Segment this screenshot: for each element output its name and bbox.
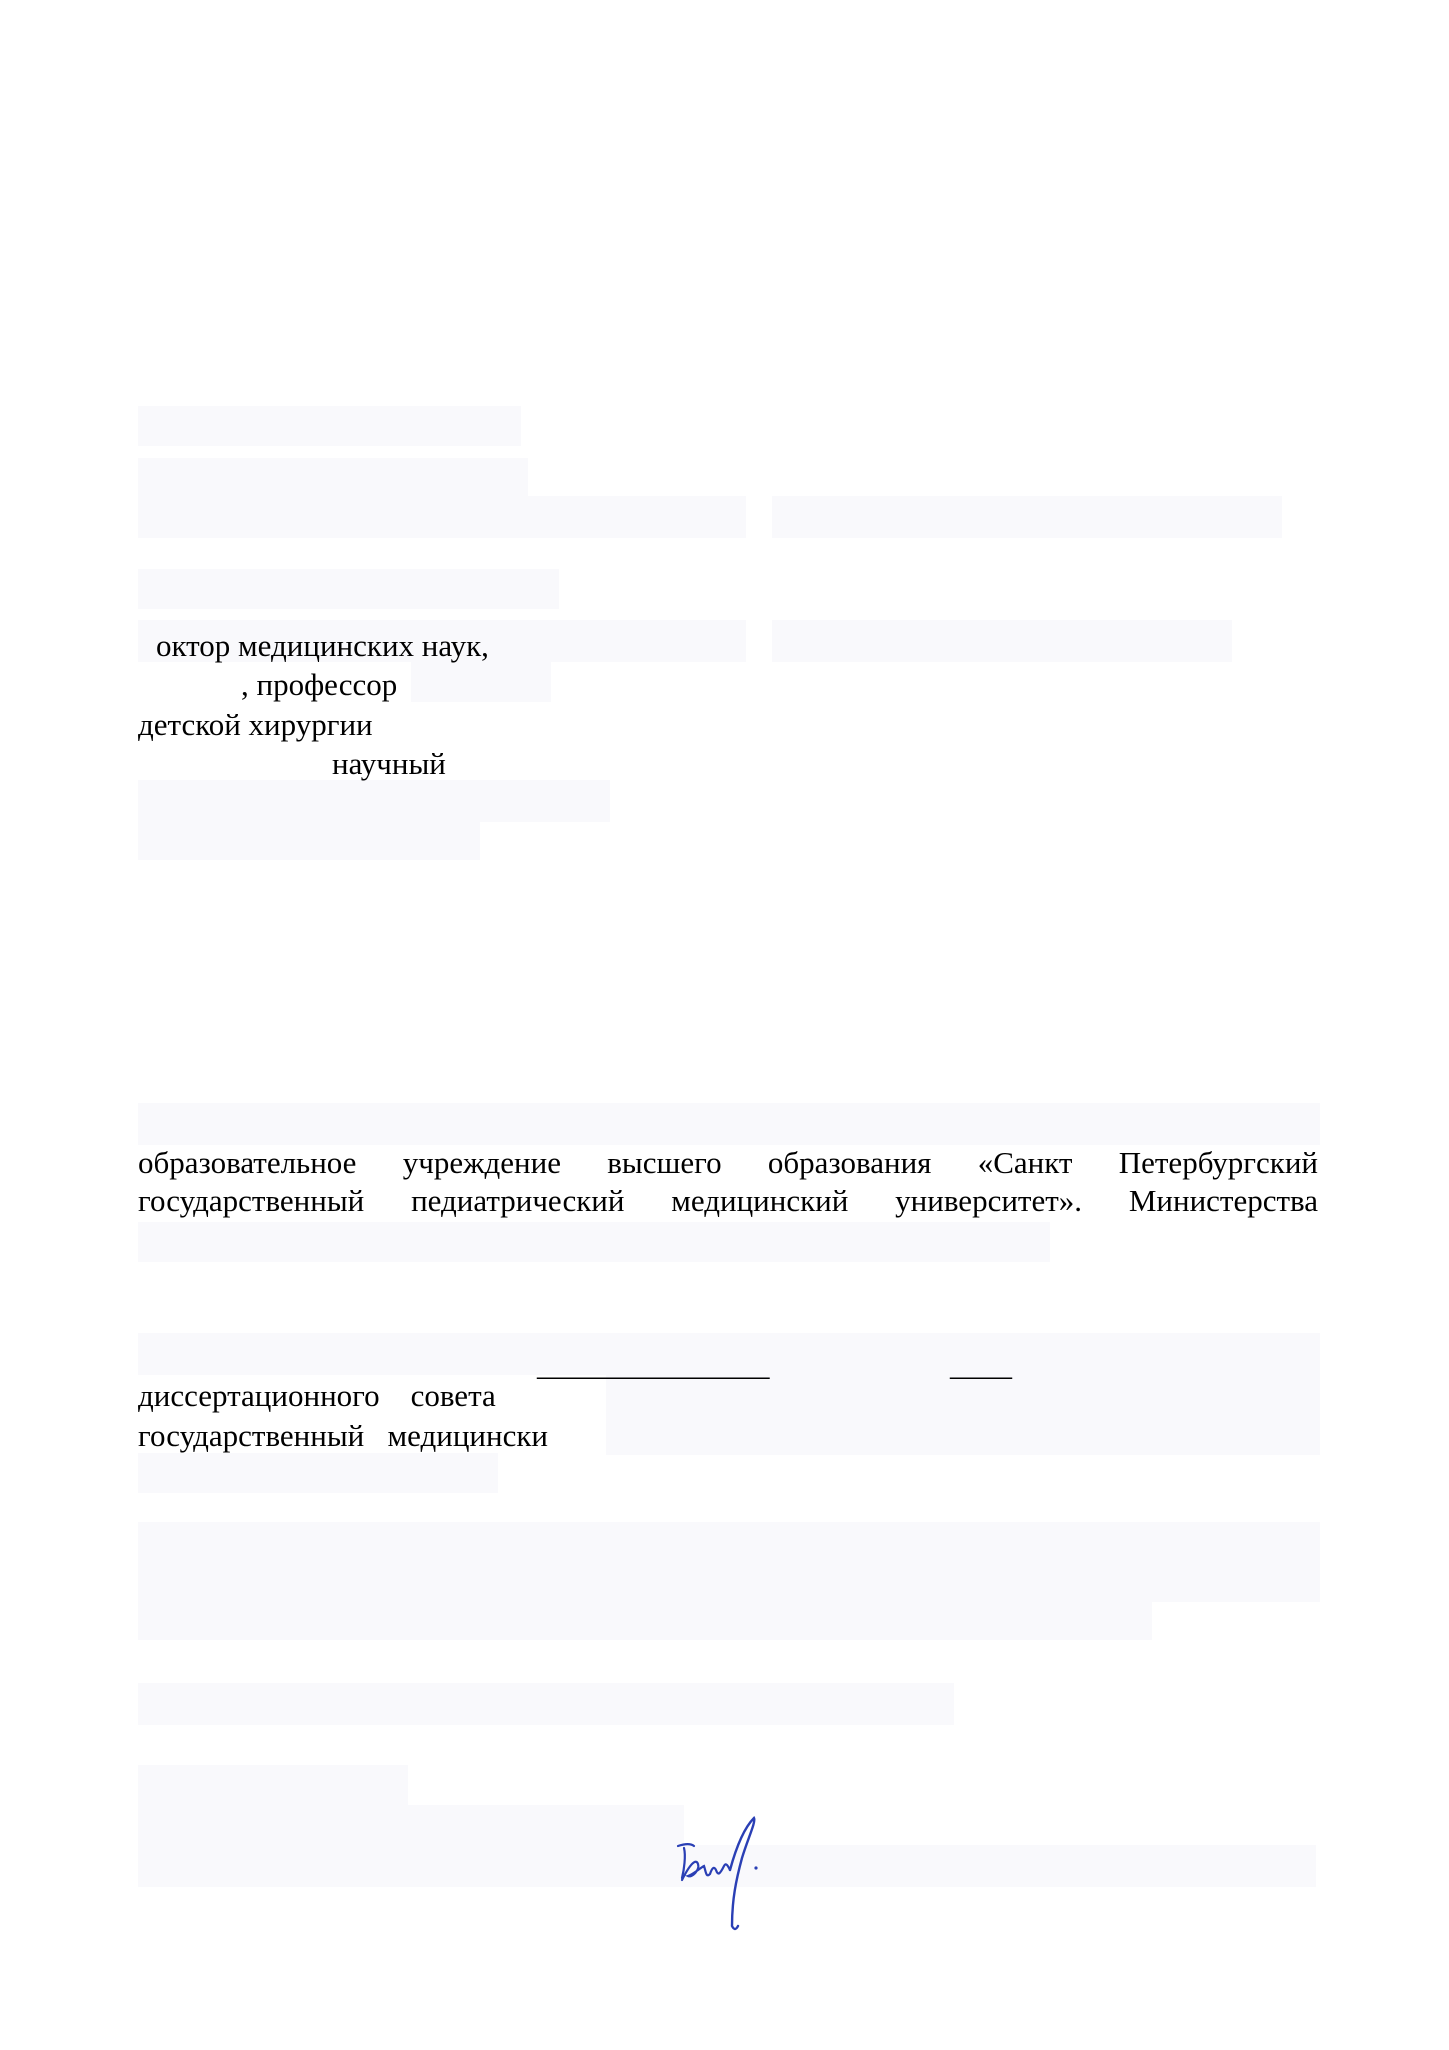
council-blank-1: _______________ [537,1347,770,1382]
org-word: учреждение [402,1145,561,1180]
redacted-block [411,660,551,702]
signature-image [676,1808,786,1938]
redacted-block [138,1600,1152,1640]
council-line-1: диссертационного совета [138,1378,496,1413]
reviewer-title: , профессор [241,667,398,702]
signature-stroke [730,1818,754,1929]
council-line-2: государственный медицински [138,1418,549,1453]
redacted-block [138,1765,408,1807]
reviewer-degree: октор медицинских наук, [156,628,489,663]
redacted-block [606,1373,1320,1455]
org-word: высшего [607,1145,722,1180]
redacted-block [138,458,528,498]
org-word: университет». [895,1183,1083,1218]
reviewer-department: детской хирургии [138,707,373,742]
redacted-block [772,496,1282,538]
redacted-block [138,406,521,446]
redacted-block [138,1522,1320,1602]
reviewer-position: научный [332,746,446,781]
redacted-block [138,1222,1050,1262]
redacted-block [138,1453,498,1493]
council-blank-2: ____ [950,1347,1012,1382]
redacted-block [138,818,480,860]
org-word: «Санкт Петербургский [977,1145,1318,1180]
org-word: Министерства [1128,1183,1319,1218]
redacted-block [138,1103,1320,1145]
redacted-block [138,1683,954,1725]
org-word: государственный [138,1183,365,1218]
org-word: образования [767,1145,932,1180]
organization-line-2 [138,1183,1318,1219]
org-word: образовательное [138,1145,357,1180]
redacted-block [138,569,559,609]
redacted-block [138,496,746,538]
redacted-block [138,780,610,822]
org-word: медицинский [671,1183,849,1218]
redacted-block [138,1805,684,1847]
organization-line-1 [138,1145,1318,1181]
signature-stroke [682,1862,730,1880]
redacted-block [772,620,1232,662]
org-word: педиатрический [411,1183,625,1218]
signature-dot [754,1866,757,1869]
